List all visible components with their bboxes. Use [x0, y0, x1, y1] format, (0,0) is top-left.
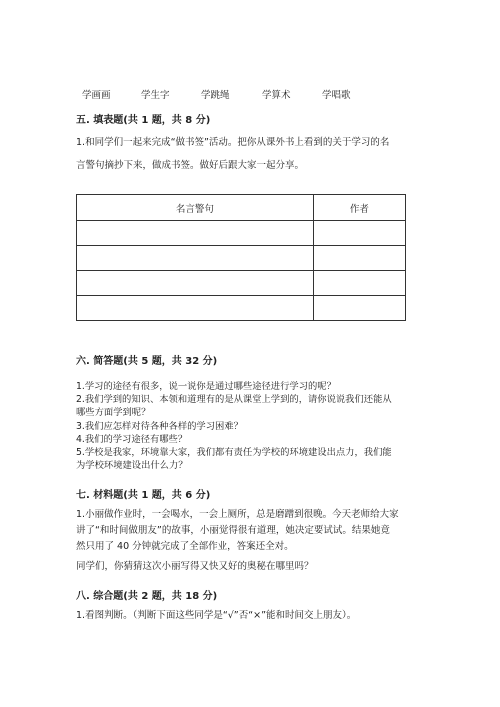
option-text: 学生字: [141, 90, 170, 101]
option-text: 学唱歌: [322, 90, 351, 101]
question-text: 同学们，你猜猜这次小丽写得又快又好的奥秘在哪里吗？: [76, 561, 314, 572]
question-text: 哪些方面学到呢？: [76, 407, 151, 419]
question-text: 1.看图判断。（判断下面这些同学是“√”否“×”能和时间交上朋友）。: [76, 610, 357, 621]
material-line: 然只用了 40 分钟就完成了全部作业，答案还全对。: [76, 541, 294, 552]
material-line: 1.小丽做作业时，一会喝水，一会上厕所，总是磨蹭到很晚。今天老师给大家: [76, 509, 399, 520]
table-cell[interactable]: [313, 271, 405, 296]
question-text: 言警句摘抄下来，做成书签。做好后跟大家一起分享。: [76, 160, 305, 171]
question-text: 1.学习的途径有很多，说一说你是通过哪些途径进行学习的呢？: [76, 381, 336, 392]
option-text: 学跳绳: [201, 90, 230, 101]
table-cell[interactable]: [313, 221, 405, 246]
question-list: [76, 380, 392, 472]
material-text: [76, 507, 399, 555]
option-text: 学画画: [82, 90, 111, 101]
table-row: [77, 271, 406, 296]
question-text: 2.我们学到的知识、本领和道理有的是从课堂上学到的，请你说说我们还能从: [76, 394, 392, 406]
table-row: [77, 221, 406, 246]
table-cell[interactable]: [77, 246, 314, 271]
table-cell[interactable]: [313, 246, 405, 271]
table-row: [77, 246, 406, 271]
material-line: 讲了“和时间做朋友”的故事，小丽觉得很有道理，她决定要试试。结果她竟: [76, 525, 390, 536]
section-title: 六. 简答题(共 5 题，共 32 分): [76, 356, 218, 367]
section-title: 五. 填表题(共 1 题，共 8 分): [76, 115, 211, 126]
section-title: 七. 材料题(共 1 题，共 6 分): [76, 490, 211, 501]
table-header: 作者: [313, 195, 405, 221]
table-row: [77, 296, 406, 321]
question-text: 1.和同学们一起来完成“做书签”活动。把你从课外书上看到的关于学习的名: [76, 137, 390, 148]
table-cell[interactable]: [77, 296, 314, 321]
table-cell[interactable]: [77, 221, 314, 246]
question-text: 为学校环境建设出什么力？: [76, 460, 188, 472]
quote-table: [76, 194, 406, 321]
table-header: 名言警句: [77, 195, 314, 221]
question-text: 4.我们的学习途径有哪些？: [76, 433, 188, 445]
table-cell[interactable]: [77, 271, 314, 296]
section-title: 八. 综合题(共 2 题，共 18 分): [76, 591, 218, 602]
question-text: 5.学校是我家，环境靠大家，我们都有责任为学校的环境建设出点力，我们能: [76, 447, 392, 459]
question-text: 3.我们应怎样对待各种各样的学习困难？: [76, 420, 243, 432]
table-cell[interactable]: [313, 296, 405, 321]
option-text: 学算术: [262, 90, 291, 101]
